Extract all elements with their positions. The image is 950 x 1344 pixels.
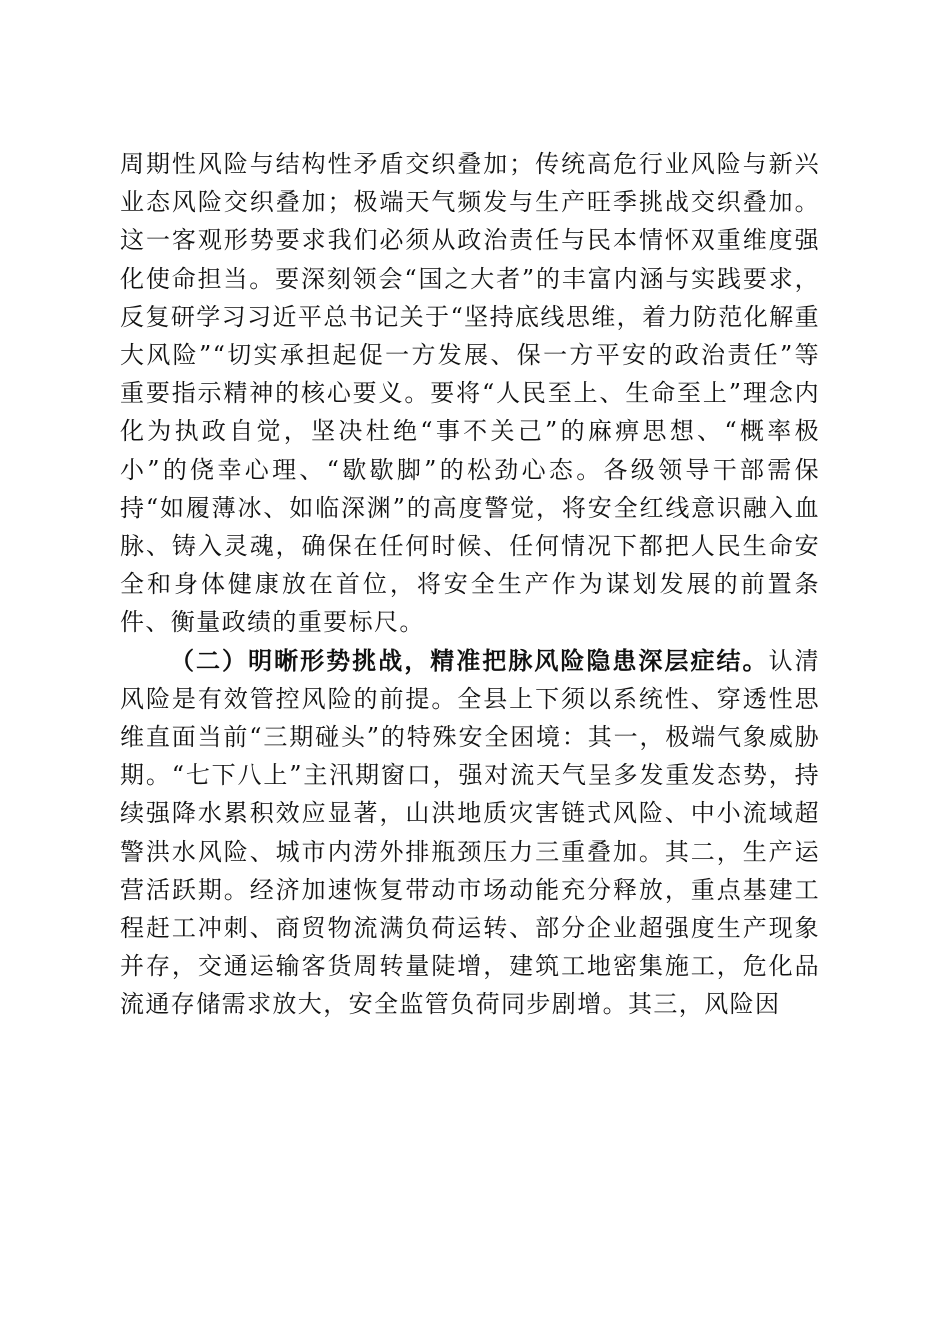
section-heading: （二）明晰形势挑战，精准把脉风险隐患深层症结。 <box>170 646 769 675</box>
document-body <box>120 145 820 1024</box>
paragraph-1 <box>120 145 820 642</box>
paragraph-1-text: 周期性风险与结构性矛盾交织叠加；传统高危行业风险与新兴业态风险交织叠加；极端天气频发与生产旺季挑战交织叠加。这一客观形势要求我们必须从政治责任与民本情怀双重维度强化使命担当。要深刻领会“国之大者”的丰富内涵与实践要求，反复研学习习近平总书记关于“坚持底线思维，着力防范化解重大风险”“切实承担起促一方发展、保一方平安的政治责任”等重要指示精神的核心要义。要将“人民至上、生命至上”理念内化为执政自觉，坚决杜绝“事不关己”的麻痹思想、“概率极小”的侥幸心理、“歇歇脚”的松劲心态。各级领导干部需保持“如履薄冰、如临深渊”的高度警觉，将安全红线意识融入血脉、铸入灵魂，确保在任何时候、任何情况下都把人民生命安全和身体健康放在首位，将安全生产作为谋划发展的前置条件、衡量政绩的重要标尺。 <box>120 150 820 637</box>
paragraph-2-text: 认清风险是有效管控风险的前提。全县上下须以系统性、穿透性思维直面当前“三期碰头”的特殊安全困境：其一，极端气象威胁期。“七下八上”主汛期窗口，强对流天气呈多发重发态势，持续强降水累积效应显著，山洪地质灾害链式风险、中小流域超警洪水风险、城市内涝外排瓶颈压力三重叠加。其二，生产运营活跃期。经济加速恢复带动市场动能充分释放，重点基建工程赶工冲刺、商贸物流满负荷运转、部分企业超强度生产现象并存，交通运输客货周转量陡增，建筑工地密集施工，危化品流通存储需求放大，安全监管负荷同步剧增。其三，风险因 <box>120 646 820 1019</box>
paragraph-2 <box>120 642 820 1024</box>
